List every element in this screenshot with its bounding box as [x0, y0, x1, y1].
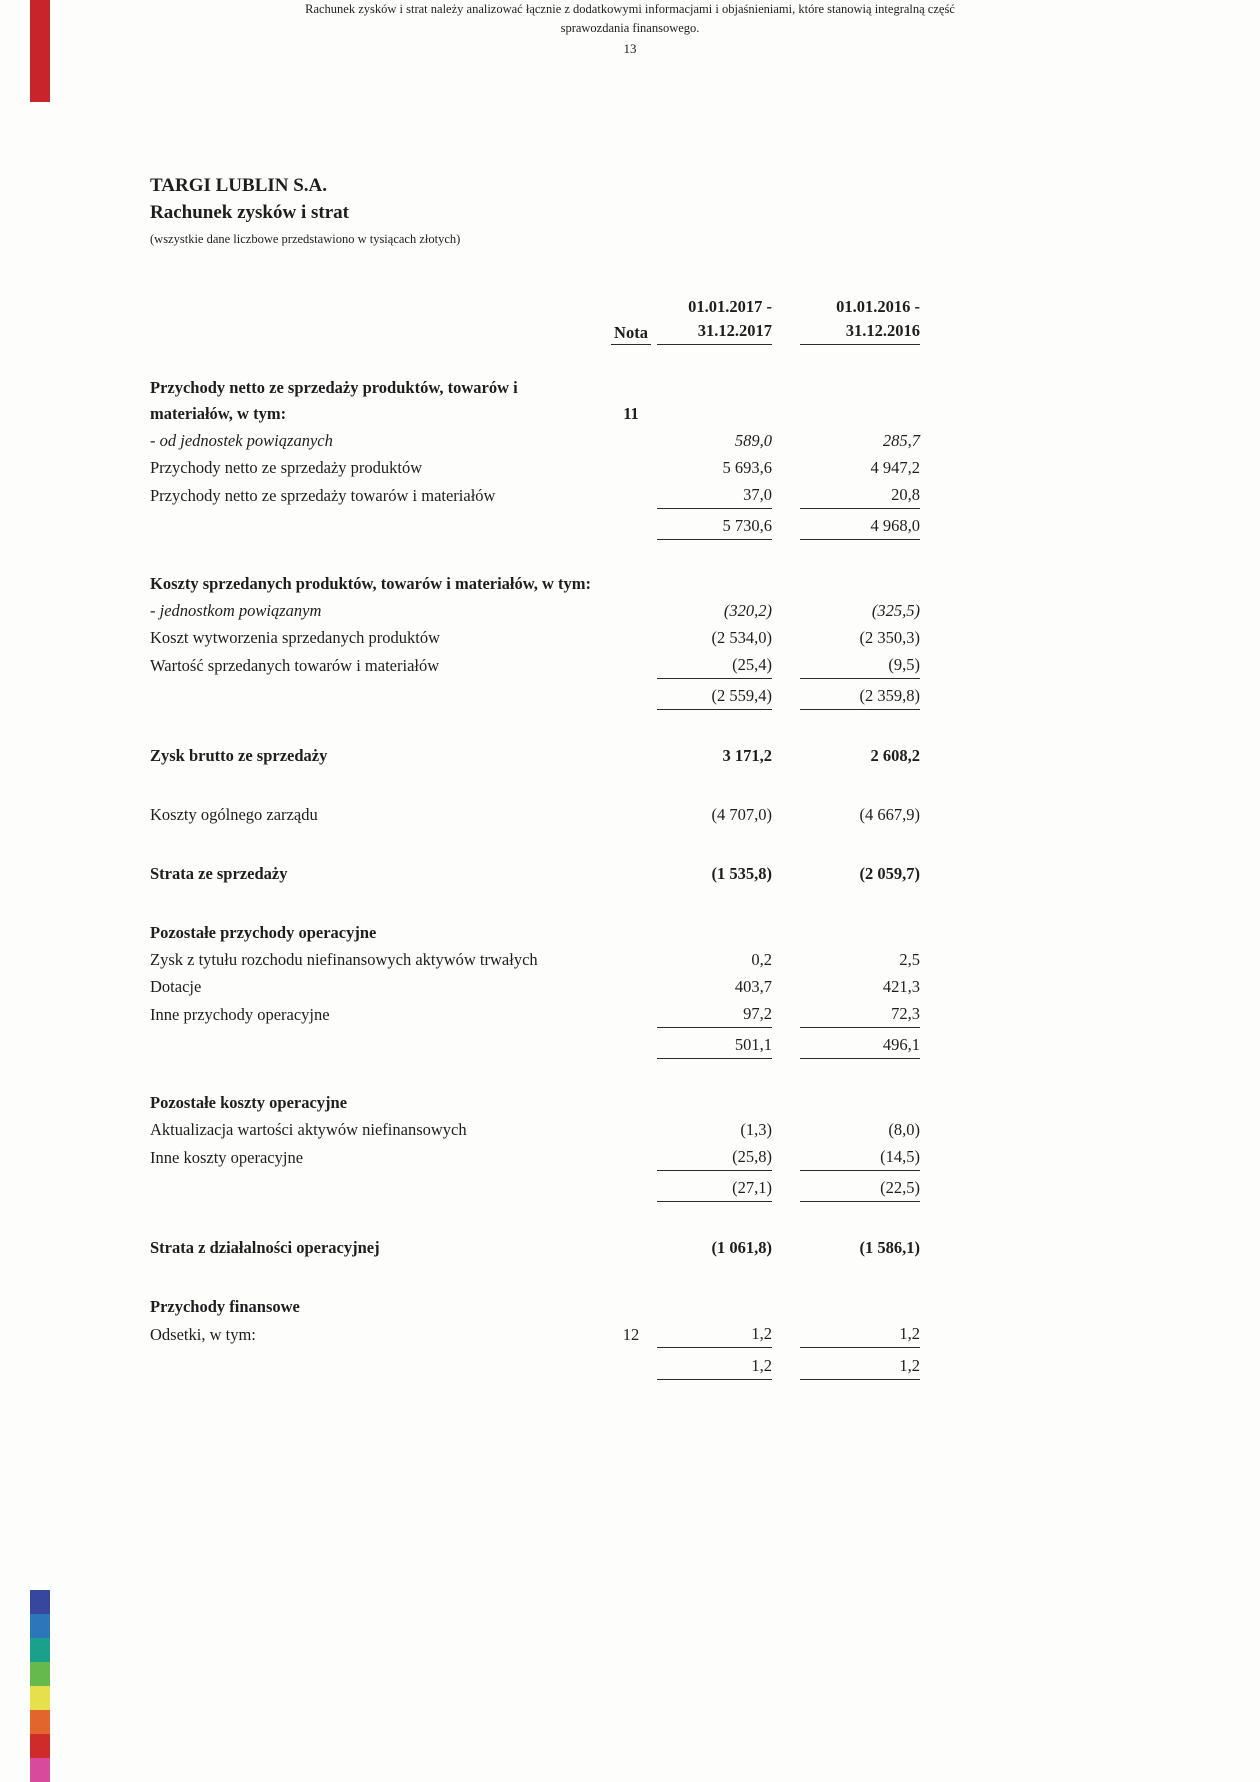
row-value-2017: 589,0	[734, 431, 772, 450]
row-value-2017: 1,2	[657, 1352, 772, 1380]
period-2016-line1: 01.01.2016 -	[836, 297, 920, 316]
row-value-2016: (1 586,1)	[859, 1238, 920, 1257]
row-label: Pozostałe przychody operacyjne	[150, 923, 377, 942]
statement-row	[150, 919, 920, 946]
statement-row	[150, 1320, 920, 1348]
row-value-2017: (1 535,8)	[711, 864, 772, 883]
scan-mark-segment	[30, 1662, 50, 1686]
footer-line1: Rachunek zysków i strat należy analizować łącznie z dodatkowymi informacjami i objaśnieniami, które stanowią integralną część	[305, 2, 955, 16]
period-2017-header	[657, 295, 772, 345]
row-value-2017: 37,0	[657, 481, 772, 509]
row-label: Koszty ogólnego zarządu	[150, 805, 318, 824]
scan-mark-segment	[30, 1734, 50, 1758]
statement-content	[150, 172, 920, 1380]
statement-row	[150, 1234, 920, 1261]
row-label: Odsetki, w tym:	[150, 1325, 256, 1344]
scan-mark-segment	[30, 1638, 50, 1662]
row-label: Przychody netto ze sprzedaży towarów i materiałów	[150, 486, 496, 505]
scan-marks-bottom	[30, 1590, 50, 1782]
statement-total-row	[150, 682, 920, 710]
row-label: - od jednostek powiązanych	[150, 431, 333, 450]
row-value-2017: (4 707,0)	[711, 805, 772, 824]
row-value-2017: (2 534,0)	[711, 628, 772, 647]
page-footer	[0, 0, 1260, 58]
scan-mark-segment	[30, 1758, 50, 1782]
row-label: Strata ze sprzedaży	[150, 864, 288, 883]
row-value-2016: 1,2	[800, 1352, 920, 1380]
statement-row	[150, 481, 920, 509]
row-label: Inne przychody operacyjne	[150, 1005, 330, 1024]
row-label: Przychody finansowe	[150, 1297, 300, 1316]
row-value-2017: 97,2	[657, 1000, 772, 1028]
row-value-2016: 421,3	[882, 977, 920, 996]
row-value-2017: 3 171,2	[722, 746, 772, 765]
row-value-2016: (14,5)	[800, 1143, 920, 1171]
statement-row	[150, 860, 920, 887]
statement-row	[150, 651, 920, 679]
statement-row	[150, 1089, 920, 1116]
row-value-2017: 5 693,6	[722, 458, 772, 477]
period-2016-line2: 31.12.2016	[800, 319, 920, 345]
statement-row	[150, 801, 920, 828]
statement-row	[150, 946, 920, 973]
row-label: Przychody netto ze sprzedaży produktów	[150, 458, 423, 477]
row-value-2016: (2 059,7)	[859, 864, 920, 883]
statement-row	[150, 1143, 920, 1171]
table-header	[150, 295, 920, 345]
document-title: Rachunek zysków i strat	[150, 202, 349, 223]
row-value-2017: 5 730,6	[657, 512, 772, 540]
statement-row	[150, 454, 920, 481]
row-label: Dotacje	[150, 977, 202, 996]
statement-total-row	[150, 1352, 920, 1380]
row-value-2016: 20,8	[800, 481, 920, 509]
row-value-2016: 4 947,2	[870, 458, 920, 477]
row-value-2017: 403,7	[734, 977, 772, 996]
row-value-2016: (325,5)	[871, 601, 920, 620]
row-label: Strata z działalności operacyjnej	[150, 1238, 380, 1257]
scan-mark-segment	[30, 1686, 50, 1710]
row-label: Koszty sprzedanych produktów, towarów i materiałów, w tym:	[150, 574, 592, 593]
row-label: - jednostkom powiązanym	[150, 601, 322, 620]
row-label: Wartość sprzedanych towarów i materiałów	[150, 656, 440, 675]
row-label: Pozostałe koszty operacyjne	[150, 1093, 348, 1112]
row-value-2017: (1,3)	[740, 1120, 772, 1139]
row-nota: 12	[622, 1325, 640, 1344]
row-value-2017: (27,1)	[657, 1174, 772, 1202]
nota-column-header	[605, 323, 657, 345]
row-value-2017: (25,8)	[657, 1143, 772, 1171]
statement-row	[150, 1293, 920, 1320]
row-value-2017: 1,2	[657, 1320, 772, 1348]
row-value-2017: (320,2)	[723, 601, 772, 620]
statement-rows	[150, 375, 920, 1380]
company-name: TARGI LUBLIN S.A.	[150, 175, 328, 196]
statement-row	[150, 375, 920, 427]
row-value-2016: (2 359,8)	[800, 682, 920, 710]
statement-row	[150, 597, 920, 624]
row-label: Koszt wytworzenia sprzedanych produktów	[150, 628, 441, 647]
statement-row	[150, 427, 920, 454]
row-value-2016: (4 667,9)	[859, 805, 920, 824]
row-value-2016: (8,0)	[888, 1120, 920, 1139]
row-label: Zysk brutto ze sprzedaży	[150, 746, 328, 765]
row-value-2016: 1,2	[800, 1320, 920, 1348]
nota-header-label: Nota	[611, 323, 651, 345]
statement-row	[150, 742, 920, 769]
row-value-2017: (1 061,8)	[711, 1238, 772, 1257]
period-2017-line2: 31.12.2017	[657, 319, 772, 345]
row-value-2016: 2 608,2	[870, 746, 920, 765]
scan-mark-segment	[30, 1710, 50, 1734]
statement-total-row	[150, 512, 920, 540]
row-label: Inne koszty operacyjne	[150, 1148, 304, 1167]
row-label: Przychody netto ze sprzedaży produktów, towarów i materiałów, w tym:	[150, 378, 518, 423]
statement-row	[150, 973, 920, 1000]
statement-row	[150, 570, 920, 597]
row-label: Zysk z tytułu rozchodu niefinansowych aktywów trwałych	[150, 950, 538, 969]
row-value-2017: (2 559,4)	[657, 682, 772, 710]
document-subtitle: (wszystkie dane liczbowe przedstawiono w tysiącach złotych)	[150, 232, 461, 246]
scan-mark-segment	[30, 1590, 50, 1614]
row-value-2016: (22,5)	[800, 1174, 920, 1202]
statement-row	[150, 1116, 920, 1143]
row-value-2017: 501,1	[657, 1031, 772, 1059]
statement-total-row	[150, 1031, 920, 1059]
row-label: Aktualizacja wartości aktywów niefinansowych	[150, 1120, 467, 1139]
row-value-2016: 496,1	[800, 1031, 920, 1059]
statement-row	[150, 1000, 920, 1028]
period-2016-header	[800, 295, 920, 345]
row-value-2016: 285,7	[882, 431, 920, 450]
row-value-2016: (9,5)	[800, 651, 920, 679]
row-value-2016: 72,3	[800, 1000, 920, 1028]
page-number: 13	[623, 41, 637, 56]
row-value-2017: (25,4)	[657, 651, 772, 679]
scan-mark-segment	[30, 1614, 50, 1638]
footer-line2: sprawozdania finansowego.	[560, 21, 700, 35]
period-2017-line1: 01.01.2017 -	[688, 297, 772, 316]
statement-total-row	[150, 1174, 920, 1202]
statement-row	[150, 624, 920, 651]
row-value-2016: (2 350,3)	[859, 628, 920, 647]
row-value-2016: 2,5	[899, 950, 920, 969]
row-nota: 11	[623, 404, 639, 423]
row-value-2017: 0,2	[751, 950, 772, 969]
row-value-2016: 4 968,0	[800, 512, 920, 540]
